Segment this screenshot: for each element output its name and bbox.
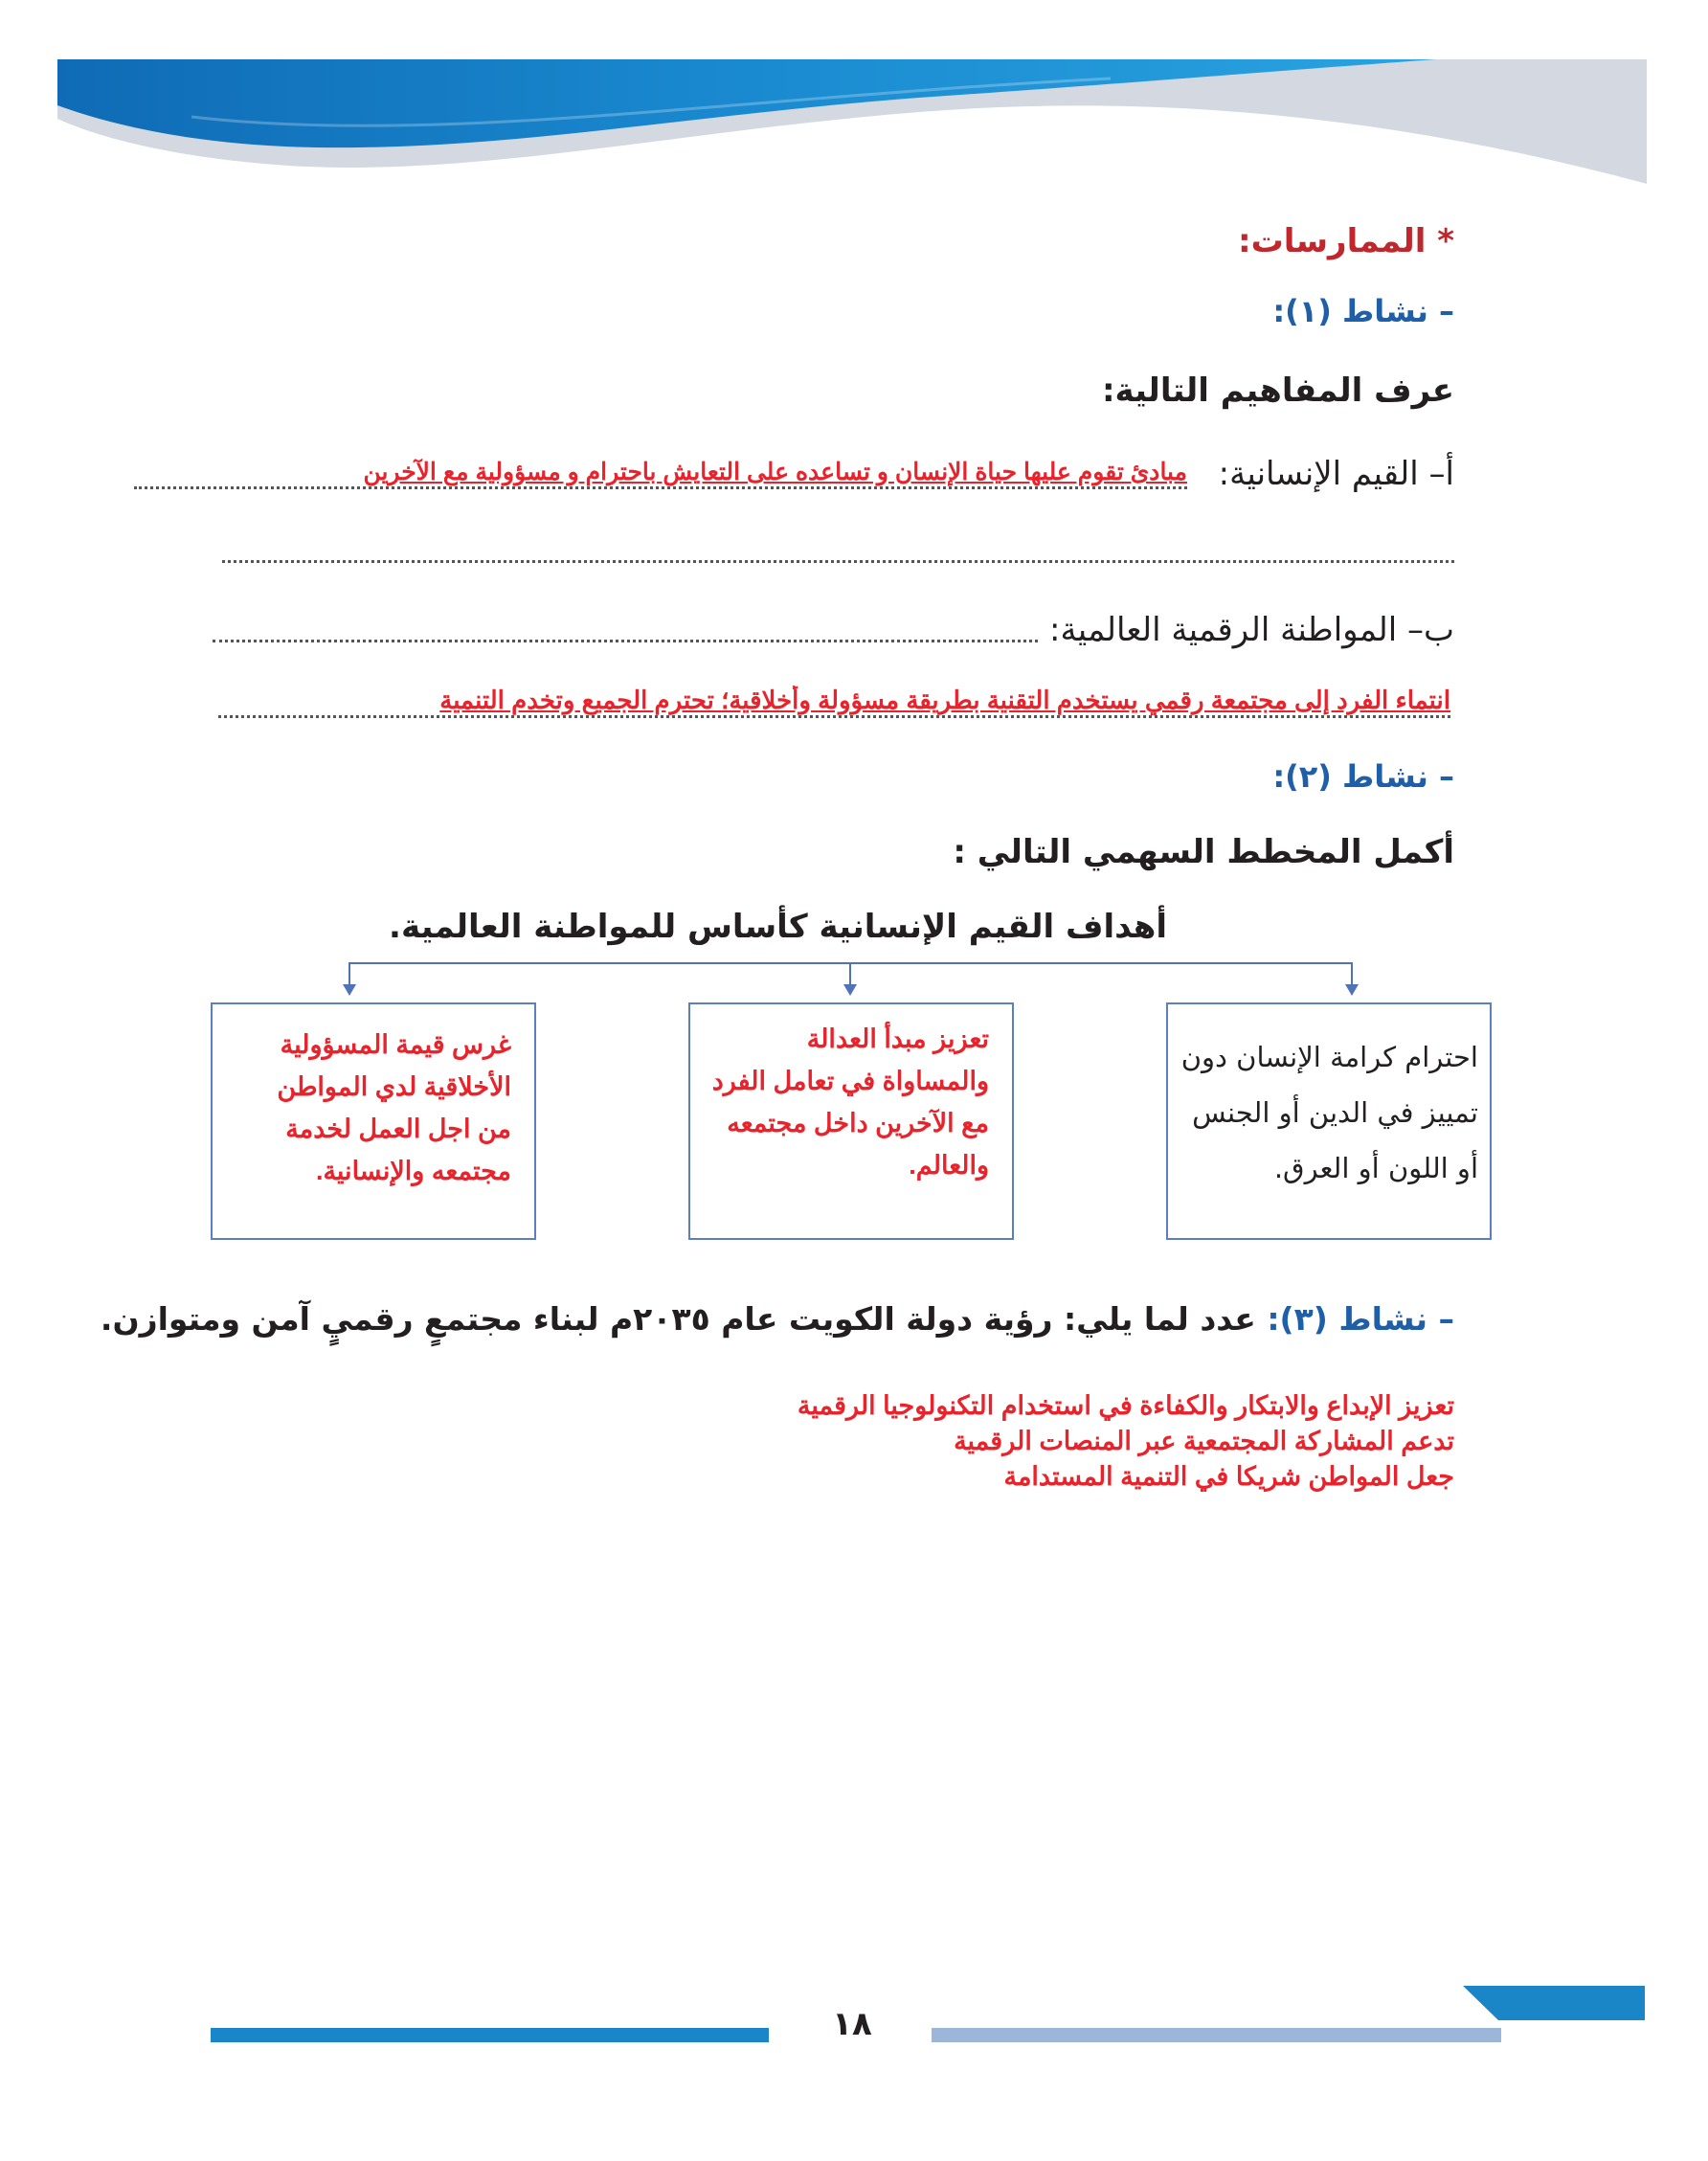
item-b-label: ب– المواطنة الرقمية العالمية: bbox=[1049, 611, 1454, 649]
box-left-text: غرس قيمة المسؤولية الأخلاقية لدي المواطن من اجل العمل لخدمة مجتمعه والإنسانية. bbox=[277, 1030, 511, 1185]
footer-corner-accent bbox=[1463, 1986, 1645, 2020]
header-wave-banner bbox=[57, 59, 1647, 193]
item-b-answer: انتماء الفرد إلى مجتمعة رقمي يستخدم التقنية بطريقة مسؤولة وأخلاقية؛ تحترم الجميع وتخدم التنمية bbox=[218, 686, 1450, 718]
diagram-box-right bbox=[1166, 1002, 1492, 1240]
footer-band-left bbox=[211, 2028, 769, 2042]
arrow-right bbox=[1345, 984, 1359, 996]
activity3-answer-3: جعل المواطن شريكا في التنمية المستدامة bbox=[1003, 1462, 1454, 1491]
diagram-box-middle bbox=[688, 1002, 1014, 1240]
footer-bands bbox=[211, 1986, 1647, 2053]
practices-heading bbox=[1238, 222, 1454, 260]
diagram-box-left bbox=[211, 1002, 536, 1240]
box-right-text: احترام كرامة الإنسان دون تمييز في الدين أو الجنس أو اللون أو العرق. bbox=[1180, 1041, 1478, 1184]
box-middle-text: تعزيز مبدأ العدالة والمساواة في تعامل الفرد مع الآخرين داخل مجتمعه والعالم. bbox=[711, 1024, 989, 1180]
activity3-line bbox=[101, 1300, 1454, 1338]
activity1-label: – نشاط (١): bbox=[1272, 293, 1454, 329]
item-a-answer: مبادئ تقوم عليها حياة الإنسان و تساعده على التعايش باحترام و مسؤولية مع الآخرين bbox=[134, 458, 1187, 489]
activity1-instruction: عرف المفاهيم التالية: bbox=[1101, 371, 1454, 410]
page-number: ١٨ bbox=[832, 2005, 872, 2043]
activity3-answers bbox=[798, 1388, 1454, 1495]
activity2-label: – نشاط (٢): bbox=[1272, 758, 1454, 795]
activity3-instruction: عدد لما يلي: رؤية دولة الكويت عام ٢٠٣٥م لبناء مجتمعٍ رقميٍ آمن ومتوازن. bbox=[100, 1300, 1256, 1338]
practices-title: الممارسات: bbox=[1238, 222, 1427, 260]
footer-band-right bbox=[932, 2028, 1501, 2042]
activity3-label: – نشاط (٣): bbox=[1267, 1300, 1454, 1338]
activity2-instruction: أكمل المخطط السهمي التالي : bbox=[953, 833, 1454, 871]
activity3-answer-1: تعزيز الإبداع والابتكار والكفاءة في استخدام التكنولوجيا الرقمية bbox=[797, 1391, 1454, 1420]
item-b-blank-line bbox=[213, 640, 1038, 642]
star-mark: * bbox=[1437, 222, 1454, 260]
arrow-left bbox=[343, 984, 356, 996]
activity3-answer-2: تدعم المشاركة المجتمعية عبر المنصات الرقمية bbox=[954, 1427, 1454, 1455]
item-a-label: أ– القيم الإنسانية: bbox=[1218, 455, 1454, 493]
item-a-blank-line bbox=[222, 560, 1454, 563]
diagram-connectors bbox=[326, 950, 1369, 998]
arrow-middle bbox=[843, 984, 857, 996]
diagram-title: أهداف القيم الإنسانية كأساس للمواطنة العالمية. bbox=[389, 908, 1167, 946]
